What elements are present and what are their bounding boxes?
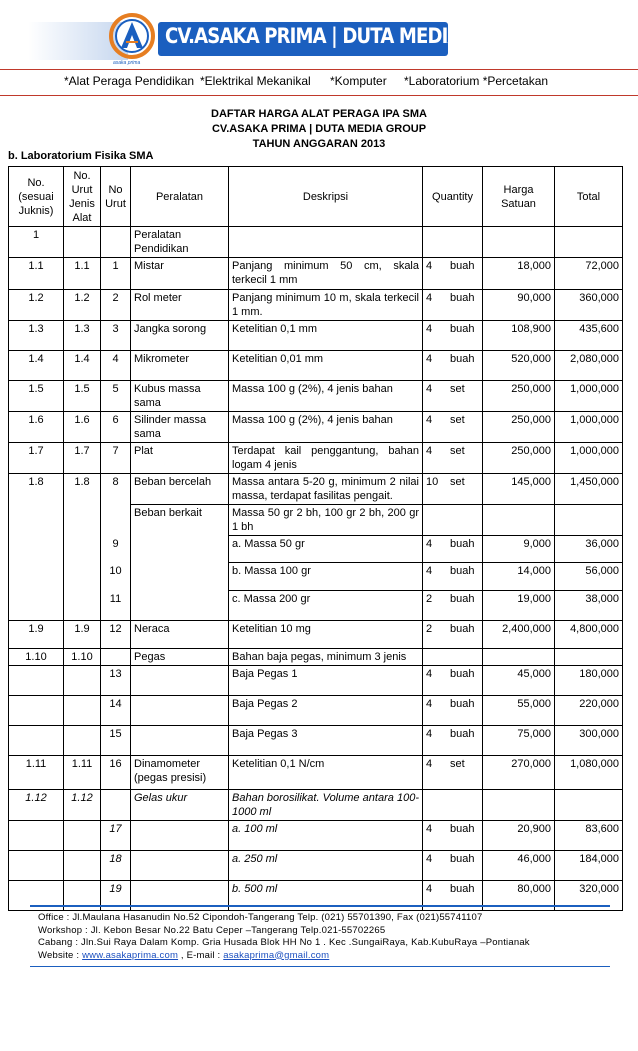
cell-no-jenis: [64, 851, 101, 881]
cell-harga: 2,400,000: [483, 621, 555, 649]
cell-total: 1,000,000: [555, 443, 623, 474]
cell-no-urut: [101, 505, 131, 536]
cell-deskripsi: b. 500 ml: [229, 881, 423, 911]
cell-no: [9, 536, 64, 563]
quantity-unit: buah: [450, 565, 475, 577]
cell-no: [9, 851, 64, 881]
cell-no-urut: 13: [101, 666, 131, 696]
website-link[interactable]: www.asakaprima.com: [82, 949, 179, 961]
table-row: [9, 563, 623, 591]
cell-no-urut: [101, 227, 131, 258]
cell-peralatan: Rol meter: [131, 290, 229, 321]
cell-quantity: [423, 443, 483, 474]
cell-no-jenis: 1.10: [64, 649, 101, 666]
table-row: [9, 790, 623, 821]
cell-deskripsi: [229, 227, 423, 258]
cell-peralatan: Pegas: [131, 649, 229, 666]
cell-no-jenis: 1.2: [64, 290, 101, 321]
cell-no: 1.8: [9, 474, 64, 505]
cell-total: 4,800,000: [555, 621, 623, 649]
cell-quantity: [423, 412, 483, 443]
cell-quantity: [423, 227, 483, 258]
quantity-number: 4: [426, 538, 433, 550]
table-header-row: [9, 167, 623, 227]
quantity-number: 4: [426, 292, 433, 304]
cell-total: 72,000: [555, 258, 623, 290]
table-row: [9, 851, 623, 881]
cell-total: 36,000: [555, 536, 623, 563]
table-row: [9, 321, 623, 351]
cell-no-urut: 19: [101, 881, 131, 911]
table-row: [9, 821, 623, 851]
header-rule-top: [0, 69, 638, 70]
cell-harga: 520,000: [483, 351, 555, 381]
cell-no: [9, 666, 64, 696]
cell-no-jenis: 1.7: [64, 443, 101, 474]
cell-no: 1.1: [9, 258, 64, 290]
quantity-number: 4: [426, 883, 433, 895]
header-peralatan: Peralatan: [131, 167, 229, 227]
cell-total: 83,600: [555, 821, 623, 851]
email-link[interactable]: asakaprima@gmail.com: [223, 949, 330, 961]
cell-deskripsi: Bahan baja pegas, minimum 3 jenis: [229, 649, 423, 666]
cell-no: 1.2: [9, 290, 64, 321]
quantity-unit: buah: [450, 668, 475, 680]
cell-no: 1.5: [9, 381, 64, 412]
table-row: [9, 726, 623, 756]
cell-deskripsi: Massa antara 5-20 g, minimum 2 nilai massa, terdapat fasilitas pengait.: [229, 474, 423, 505]
cell-total: [555, 227, 623, 258]
cell-deskripsi: Baja Pegas 1: [229, 666, 423, 696]
cell-deskripsi: Ketelitian 0,1 mm: [229, 321, 423, 351]
cell-deskripsi: c. Massa 200 gr: [229, 591, 423, 621]
cell-no-urut: 2: [101, 290, 131, 321]
quantity-number: 4: [426, 414, 433, 426]
table-row: [9, 290, 623, 321]
category-item: *Elektrikal Mekanikal: [200, 74, 311, 88]
cell-peralatan: Silinder massa sama: [131, 412, 229, 443]
cell-no-urut: 4: [101, 351, 131, 381]
quantity-unit: buah: [450, 538, 475, 550]
quantity-unit: buah: [450, 883, 475, 895]
cell-total: 1,450,000: [555, 474, 623, 505]
cell-no-jenis: [64, 726, 101, 756]
header-no-urut: No Urut: [101, 167, 131, 227]
cell-no-urut: 17: [101, 821, 131, 851]
cell-no: 1.4: [9, 351, 64, 381]
cell-deskripsi: Massa 100 g (2%), 4 jenis bahan: [229, 412, 423, 443]
cell-no: 1: [9, 227, 64, 258]
cell-no: 1.3: [9, 321, 64, 351]
quantity-unit: buah: [450, 853, 475, 865]
cell-harga: 250,000: [483, 381, 555, 412]
cell-harga: 19,000: [483, 591, 555, 621]
letterhead: [0, 0, 638, 70]
cell-deskripsi: Ketelitian 0,01 mm: [229, 351, 423, 381]
footer-rule-top: [30, 905, 610, 907]
company-name: CV.ASAKA PRIMA | DUTA MEDIA GROUP: [165, 24, 534, 48]
table-row: [9, 621, 623, 649]
header-rule-bottom: [0, 95, 638, 96]
cell-no: [9, 591, 64, 621]
footer-email-label: , E-mail :: [178, 949, 224, 961]
cell-no-jenis: [64, 563, 101, 591]
cell-no: 1.11: [9, 756, 64, 790]
cell-harga: 250,000: [483, 443, 555, 474]
cell-total: 220,000: [555, 696, 623, 726]
cell-no-urut: 7: [101, 443, 131, 474]
cell-peralatan: [131, 563, 229, 591]
table-row: [9, 474, 623, 505]
cell-deskripsi: Ketelitian 0,1 N/cm: [229, 756, 423, 790]
cell-deskripsi: Panjang minimum 10 m, skala terkecil 1 mm.: [229, 290, 423, 321]
cell-harga: 55,000: [483, 696, 555, 726]
cell-no: 1.6: [9, 412, 64, 443]
table-row: [9, 351, 623, 381]
cell-quantity: [423, 821, 483, 851]
cell-deskripsi: Terdapat kail penggantung, bahan logam 4 jenis: [229, 443, 423, 474]
cell-peralatan: Neraca: [131, 621, 229, 649]
footer-web-line: [38, 950, 530, 963]
cell-total: 184,000: [555, 851, 623, 881]
cell-harga: 45,000: [483, 666, 555, 696]
cell-peralatan: [131, 536, 229, 563]
quantity-number: 4: [426, 698, 433, 710]
cell-total: 435,600: [555, 321, 623, 351]
cell-total: 300,000: [555, 726, 623, 756]
cell-deskripsi: Ketelitian 10 mg: [229, 621, 423, 649]
cell-no: [9, 505, 64, 536]
cell-no-urut: 15: [101, 726, 131, 756]
cell-harga: 9,000: [483, 536, 555, 563]
quantity-number: 2: [426, 593, 433, 605]
cell-quantity: [423, 258, 483, 290]
cell-peralatan: Beban berkait: [131, 505, 229, 536]
table-row: [9, 258, 623, 290]
cell-quantity: [423, 726, 483, 756]
cell-harga: [483, 649, 555, 666]
cell-no-jenis: 1.11: [64, 756, 101, 790]
header-no-urut-jenis: No. Urut Jenis Alat: [64, 167, 101, 227]
cell-no: [9, 821, 64, 851]
cell-total: [555, 790, 623, 821]
quantity-unit: buah: [450, 292, 475, 304]
table-row: [9, 412, 623, 443]
cell-harga: [483, 505, 555, 536]
cell-quantity: [423, 290, 483, 321]
cell-quantity: [423, 505, 483, 536]
quantity-number: 2: [426, 623, 433, 635]
cell-no-jenis: [64, 505, 101, 536]
cell-no-urut: [101, 649, 131, 666]
quantity-unit: set: [450, 758, 465, 770]
cell-deskripsi: Baja Pegas 3: [229, 726, 423, 756]
cell-peralatan: [131, 726, 229, 756]
cell-quantity: [423, 851, 483, 881]
cell-no-jenis: [64, 591, 101, 621]
cell-deskripsi: Bahan borosilikat. Volume antara 100-1000 ml: [229, 790, 423, 821]
cell-quantity: [423, 756, 483, 790]
cell-total: 1,000,000: [555, 381, 623, 412]
cell-no-urut: 18: [101, 851, 131, 881]
footer-contact: [38, 912, 530, 962]
footer-website-label: Website :: [38, 949, 83, 961]
cell-harga: 270,000: [483, 756, 555, 790]
cell-total: 320,000: [555, 881, 623, 911]
cell-harga: 108,900: [483, 321, 555, 351]
cell-harga: 20,900: [483, 821, 555, 851]
cell-peralatan: [131, 591, 229, 621]
cell-peralatan: [131, 696, 229, 726]
cell-no-jenis: [64, 821, 101, 851]
cell-no-urut: 11: [101, 591, 131, 621]
cell-peralatan: [131, 821, 229, 851]
business-categories: [0, 72, 638, 92]
logo-caption: asaka prima: [113, 60, 141, 66]
cell-no-urut: 10: [101, 563, 131, 591]
cell-quantity: [423, 536, 483, 563]
cell-no-jenis: 1.9: [64, 621, 101, 649]
cell-quantity: [423, 563, 483, 591]
cell-no: [9, 563, 64, 591]
document-title: DAFTAR HARGA ALAT PERAGA IPA SMA: [211, 108, 427, 120]
cell-no-jenis: 1.4: [64, 351, 101, 381]
quantity-unit: buah: [450, 323, 475, 335]
cell-no-urut: 6: [101, 412, 131, 443]
cell-deskripsi: b. Massa 100 gr: [229, 563, 423, 591]
cell-total: 360,000: [555, 290, 623, 321]
table-row: [9, 381, 623, 412]
quantity-number: 4: [426, 728, 433, 740]
cell-harga: 145,000: [483, 474, 555, 505]
section-label: b. Laboratorium Fisika SMA: [8, 150, 154, 162]
cell-no: 1.9: [9, 621, 64, 649]
cell-peralatan: Mikrometer: [131, 351, 229, 381]
quantity-number: 4: [426, 445, 433, 457]
table-row: [9, 505, 623, 536]
header-no: No. (sesuai Juknis): [9, 167, 64, 227]
quantity-unit: set: [450, 414, 465, 426]
cell-no-jenis: 1.5: [64, 381, 101, 412]
cell-quantity: [423, 591, 483, 621]
cell-peralatan: Plat: [131, 443, 229, 474]
table-row: [9, 696, 623, 726]
cell-harga: 90,000: [483, 290, 555, 321]
quantity-number: 4: [426, 565, 433, 577]
cell-peralatan: Kubus massa sama: [131, 381, 229, 412]
cell-no: 1.10: [9, 649, 64, 666]
cell-deskripsi: a. Massa 50 gr: [229, 536, 423, 563]
quantity-number: 4: [426, 758, 433, 770]
cell-quantity: [423, 321, 483, 351]
cell-no-jenis: 1.3: [64, 321, 101, 351]
footer-office: Office : Jl.Maulana Hasanudin No.52 Cipondoh-Tangerang Telp. (021) 55701390, Fax (021)55741107: [38, 912, 483, 923]
cell-harga: 18,000: [483, 258, 555, 290]
cell-harga: 250,000: [483, 412, 555, 443]
cell-no-jenis: [64, 696, 101, 726]
cell-no: 1.7: [9, 443, 64, 474]
quantity-unit: set: [450, 445, 465, 457]
cell-peralatan: Jangka sorong: [131, 321, 229, 351]
table-row: [9, 649, 623, 666]
cell-total: 1,080,000: [555, 756, 623, 790]
cell-total: 38,000: [555, 591, 623, 621]
table-row: [9, 536, 623, 563]
cell-no-urut: 9: [101, 536, 131, 563]
quantity-unit: buah: [450, 823, 475, 835]
category-item: *Alat Peraga Pendidikan: [64, 74, 195, 88]
cell-deskripsi: Massa 50 gr 2 bh, 100 gr 2 bh, 200 gr 1 bh: [229, 505, 423, 536]
cell-no-urut: 3: [101, 321, 131, 351]
quantity-number: 4: [426, 383, 433, 395]
cell-total: [555, 505, 623, 536]
cell-no-jenis: [64, 666, 101, 696]
header-total: Total: [555, 167, 623, 227]
cell-no: 1.12: [9, 790, 64, 821]
quantity-unit: buah: [450, 728, 475, 740]
cell-quantity: [423, 696, 483, 726]
quantity-unit: buah: [450, 353, 475, 365]
cell-peralatan: Gelas ukur: [131, 790, 229, 821]
footer-workshop: Workshop : Jl. Kebon Besar No.22 Batu Ceper –Tangerang Telp.021-55702265: [38, 924, 386, 936]
cell-peralatan: [131, 666, 229, 696]
cell-harga: 80,000: [483, 881, 555, 911]
quantity-unit: buah: [450, 623, 475, 635]
price-table: [8, 166, 623, 911]
cell-total: 1,000,000: [555, 412, 623, 443]
cell-peralatan: [131, 851, 229, 881]
cell-quantity: [423, 790, 483, 821]
company-logo-icon: [108, 12, 156, 64]
cell-deskripsi: Massa 100 g (2%), 4 jenis bahan: [229, 381, 423, 412]
category-item: *Laboratorium *Percetakan: [404, 74, 549, 88]
table-row: [9, 591, 623, 621]
quantity-unit: buah: [450, 260, 475, 272]
cell-peralatan: Beban bercelah: [131, 474, 229, 505]
cell-quantity: [423, 381, 483, 412]
table-row: [9, 666, 623, 696]
cell-no-jenis: [64, 227, 101, 258]
quantity-unit: buah: [450, 593, 475, 605]
cell-no-urut: 8: [101, 474, 131, 505]
table-row: [9, 756, 623, 790]
quantity-unit: set: [450, 476, 465, 488]
quantity-number: 4: [426, 853, 433, 865]
cell-total: 2,080,000: [555, 351, 623, 381]
header-harga-satuan: Harga Satuan: [483, 167, 555, 227]
quantity-number: 4: [426, 823, 433, 835]
table-row: [9, 443, 623, 474]
quantity-number: 4: [426, 323, 433, 335]
cell-peralatan: Peralatan Pendidikan: [131, 227, 229, 258]
cell-total: [555, 649, 623, 666]
quantity-number: 10: [426, 476, 439, 488]
category-item: *Komputer: [330, 74, 387, 88]
cell-peralatan: Mistar: [131, 258, 229, 290]
quantity-number: 4: [426, 260, 433, 272]
cell-no-jenis: 1.12: [64, 790, 101, 821]
cell-no-urut: 1: [101, 258, 131, 290]
cell-no: [9, 726, 64, 756]
quantity-number: 4: [426, 668, 433, 680]
cell-no-jenis: 1.8: [64, 474, 101, 505]
footer-rule-bottom: [30, 966, 610, 967]
cell-deskripsi: a. 100 ml: [229, 821, 423, 851]
header-quantity: Quantity: [423, 167, 483, 227]
cell-quantity: [423, 621, 483, 649]
cell-no-jenis: 1.1: [64, 258, 101, 290]
table-row: [9, 227, 623, 258]
cell-deskripsi: Baja Pegas 2: [229, 696, 423, 726]
cell-quantity: [423, 649, 483, 666]
cell-no-urut: 5: [101, 381, 131, 412]
cell-no-urut: [101, 790, 131, 821]
cell-harga: 14,000: [483, 563, 555, 591]
cell-no-jenis: 1.6: [64, 412, 101, 443]
cell-quantity: [423, 351, 483, 381]
cell-no-urut: 12: [101, 621, 131, 649]
cell-no-urut: 14: [101, 696, 131, 726]
cell-quantity: [423, 666, 483, 696]
cell-quantity: [423, 474, 483, 505]
cell-harga: 75,000: [483, 726, 555, 756]
cell-peralatan: Dinamometer (pegas presisi): [131, 756, 229, 790]
document-company: CV.ASAKA PRIMA | DUTA MEDIA GROUP: [211, 123, 427, 135]
cell-harga: [483, 790, 555, 821]
cell-harga: [483, 227, 555, 258]
cell-no: [9, 696, 64, 726]
cell-deskripsi: a. 250 ml: [229, 851, 423, 881]
cell-no-jenis: [64, 536, 101, 563]
quantity-number: 4: [426, 353, 433, 365]
footer-cabang: Cabang : Jln.Sui Raya Dalam Komp. Gria Husada Blok HH No 1 . Kec .SungaiRaya, Kab.KubuRaya –Pontianak: [38, 937, 530, 948]
cell-deskripsi: Panjang minimum 50 cm, skala terkecil 1 mm: [229, 258, 423, 290]
document-year: TAHUN ANGGARAN 2013: [252, 138, 386, 150]
cell-total: 56,000: [555, 563, 623, 591]
cell-no-urut: 16: [101, 756, 131, 790]
quantity-unit: buah: [450, 698, 475, 710]
cell-total: 180,000: [555, 666, 623, 696]
quantity-unit: set: [450, 383, 465, 395]
header-deskripsi: Deskripsi: [229, 167, 423, 227]
cell-harga: 46,000: [483, 851, 555, 881]
